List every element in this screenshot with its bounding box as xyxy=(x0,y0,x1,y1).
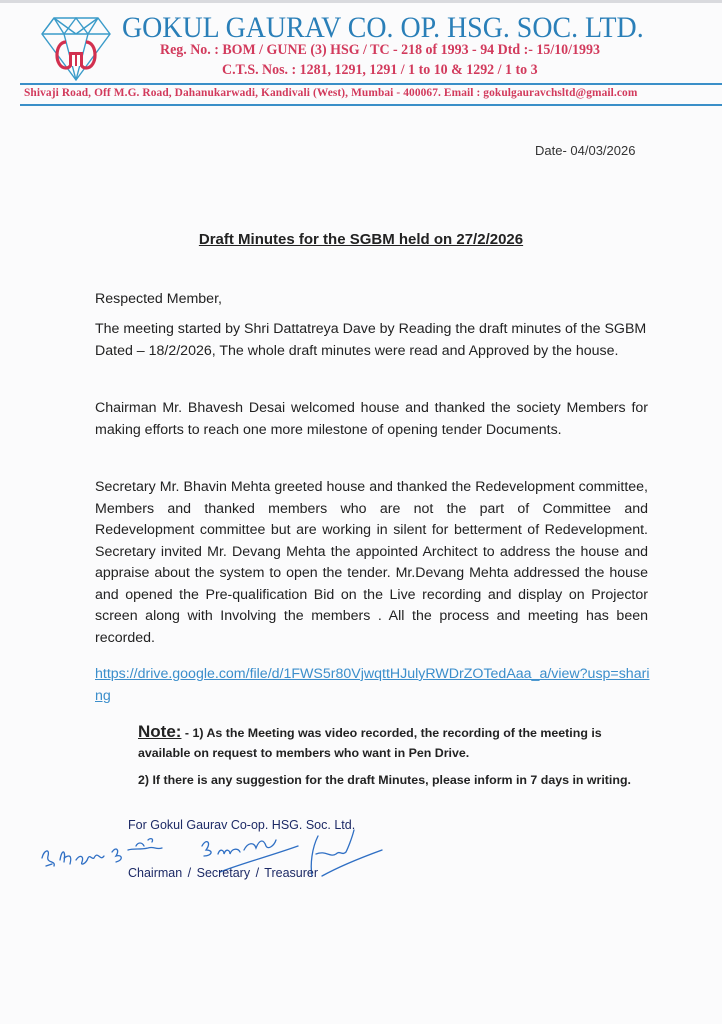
note-text-1: - 1) As the Meeting was video recorded, the recording of the meeting is available on request to members who want in Pen Drive. xyxy=(138,726,602,760)
signature-for-line: For Gokul Gaurav Co-op. HSG. Soc. Ltd. xyxy=(128,818,356,832)
handwritten-signatures-icon xyxy=(30,820,390,900)
note-item-2: 2) If there is any suggestion for the draft Minutes, please inform in 7 days in writing. xyxy=(138,773,631,787)
document-date: Date- 04/03/2026 xyxy=(535,143,636,158)
cts-numbers: C.T.S. Nos. : 1281, 1291, 1291 / 1 to 10 & 1292 / 1 to 3 xyxy=(222,62,538,78)
page-top-edge xyxy=(0,0,722,3)
address-line: Shivaji Road, Off M.G. Road, Dahanukarwadi, Kandivali (West), Mumbai - 400067. Email : gokulgauravchsltd@gmail.com xyxy=(24,87,638,99)
paragraph-secretary: Secretary Mr. Bhavin Mehta greeted house and thanked the Redevelopment committee, Members and thanked members who are not the part of Committee and Redevelopment committee but are working in silent for betterment of Redevelopment. Secretary invited Mr. Devang Mehta the appointed Architect to address the house and appraise about the system to open the tender. Mr.Devang Mehta addressed the house and opened the Pre-qualification Bid on the Live recording and display on Projector screen along with Involving the members . All the process and meeting has been recorded. xyxy=(95,479,648,646)
paragraph-chairman: Chairman Mr. Bhavesh Desai welcomed house and thanked the society Members for making efforts to reach one more milestone of opening tender Documents. xyxy=(95,400,648,438)
diamond-logo-icon xyxy=(40,12,112,84)
header-rule-bottom xyxy=(20,104,722,106)
registration-number: Reg. No. : BOM / GUNE (3) HSG / TC - 218 of 1993 - 94 Dtd :- 15/10/1993 xyxy=(160,42,600,58)
paragraph-meeting-start: The meeting started by Shri Dattatreya Dave by Reading the draft minutes of the SGBM Dated – 18/2/2026, The whole draft minutes were read and Approved by the house. xyxy=(95,321,647,359)
note-item-1 xyxy=(138,722,650,763)
recording-link[interactable]: https://drive.google.com/file/d/1FWS5r80VjwqttHJulyRWDrZOTedAaa_a/view?usp=sharing xyxy=(95,666,650,704)
organization-name: GOKUL GAURAV CO. OP. HSG. SOC. LTD. xyxy=(122,11,644,44)
signatory-roles: Chairman / Secretary / Treasurer xyxy=(128,866,319,880)
salutation: Respected Member, xyxy=(95,291,222,307)
document-title: Draft Minutes for the SGBM held on 27/2/2026 xyxy=(198,231,524,248)
header-rule-top xyxy=(20,83,722,85)
note-label: Note: xyxy=(138,722,182,741)
